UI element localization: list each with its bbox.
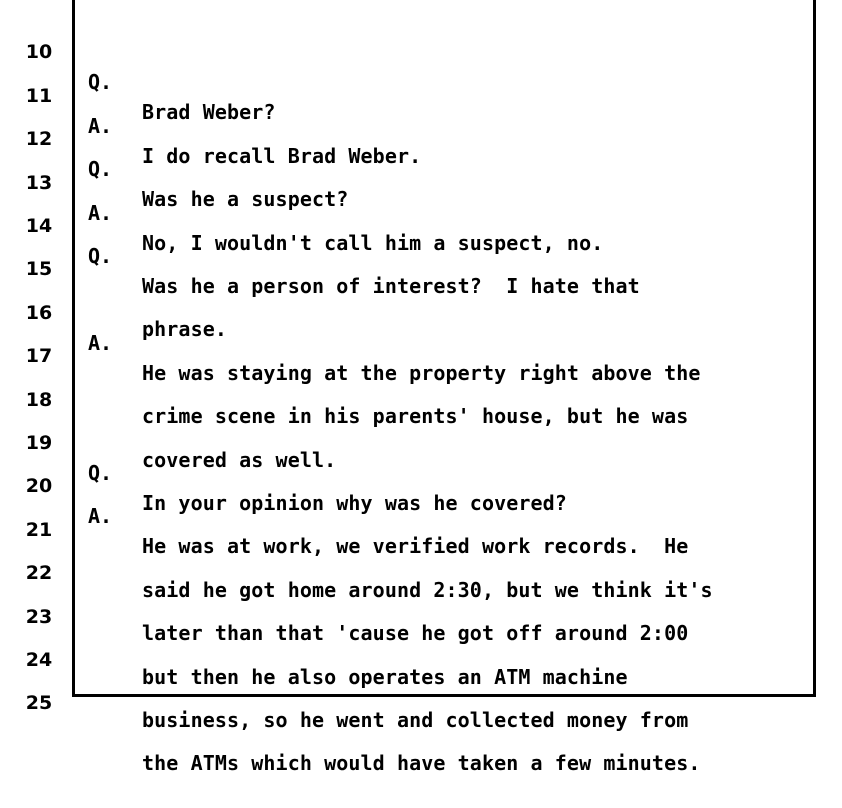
speaker-label: Q. xyxy=(88,244,113,268)
line-number: 12 xyxy=(25,128,53,150)
line-number: 22 xyxy=(25,562,53,584)
speaker-label: A. xyxy=(88,504,113,528)
line-text: I do recall Brad Weber. xyxy=(142,144,422,168)
line-number: 13 xyxy=(25,172,53,194)
line-number: 16 xyxy=(25,302,53,324)
speaker-label: Q. xyxy=(88,157,113,181)
line-text: phrase. xyxy=(142,317,227,341)
line-number: 25 xyxy=(25,692,53,714)
line-number: 14 xyxy=(25,215,53,237)
speaker-label: A. xyxy=(88,201,113,225)
line-number: 23 xyxy=(25,606,53,628)
line-text: the ATMs which would have taken a few minutes. xyxy=(142,751,701,775)
line-text: business, so he went and collected money from xyxy=(142,708,689,732)
line-text: Was he a suspect? xyxy=(142,187,349,211)
line-number: 10 xyxy=(25,41,53,63)
line-number: 11 xyxy=(25,85,53,107)
line-text: In your opinion why was he covered? xyxy=(142,491,567,515)
line-text: but then he also operates an ATM machine xyxy=(142,665,628,689)
line-text: Brad Weber? xyxy=(142,100,276,124)
line-text: later than that 'cause he got off around 2:00 xyxy=(142,621,689,645)
speaker-label: A. xyxy=(88,331,113,355)
speaker-label: Q. xyxy=(88,461,113,485)
line-text: said he got home around 2:30, but we think it's xyxy=(142,578,713,602)
line-number: 20 xyxy=(25,475,53,497)
line-number: 19 xyxy=(25,432,53,454)
line-text: covered as well. xyxy=(142,448,337,472)
line-text: Was he a person of interest? I hate that xyxy=(142,274,640,298)
speaker-label: Q. xyxy=(88,70,113,94)
speaker-label: A. xyxy=(88,114,113,138)
line-number: 17 xyxy=(25,345,53,367)
line-text: He was staying at the property right above the xyxy=(142,361,701,385)
line-text: He was at work, we verified work records. He xyxy=(142,534,689,558)
line-number: 15 xyxy=(25,258,53,280)
line-number: 18 xyxy=(25,389,53,411)
line-text: crime scene in his parents' house, but he was xyxy=(142,404,689,428)
line-number: 24 xyxy=(25,649,53,671)
line-number: 21 xyxy=(25,519,53,541)
line-text: No, I wouldn't call him a suspect, no. xyxy=(142,231,604,255)
